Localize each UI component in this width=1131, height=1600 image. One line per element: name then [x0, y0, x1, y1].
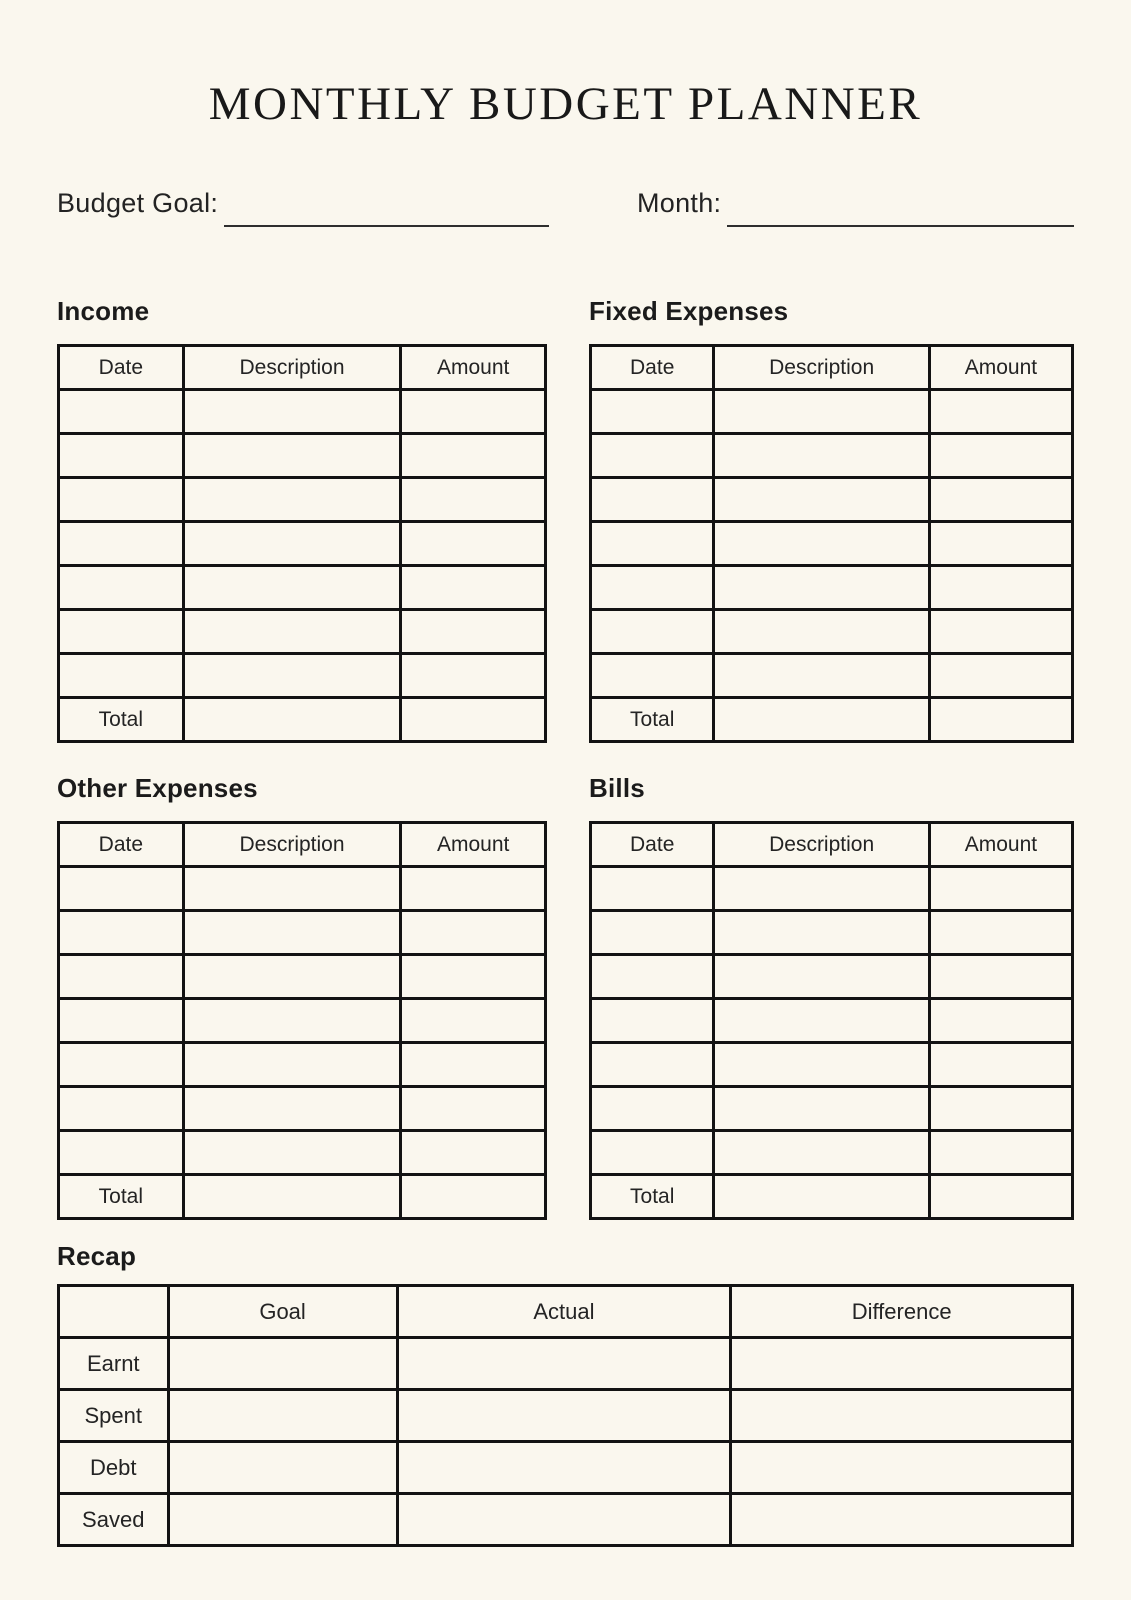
total-label: Total [591, 1175, 714, 1219]
table-cell [929, 999, 1072, 1043]
table-cell [401, 478, 546, 522]
table-cell [183, 478, 401, 522]
table-cell [59, 390, 184, 434]
table-row [59, 955, 546, 999]
table-row [591, 566, 1073, 610]
table-row [591, 1131, 1073, 1175]
table-cell [183, 867, 401, 911]
table-cell [929, 434, 1072, 478]
table-row [59, 1087, 546, 1131]
total-cell [929, 698, 1072, 742]
table-row [59, 1131, 546, 1175]
table-cell [591, 911, 714, 955]
table-cell [929, 911, 1072, 955]
month-underline [727, 225, 1074, 227]
recap-cell-goal [168, 1442, 397, 1494]
table-cell [714, 1043, 929, 1087]
table-cell [714, 1131, 929, 1175]
table-row [59, 999, 546, 1043]
total-cell [183, 698, 401, 742]
table-header-row [59, 823, 546, 867]
table-row [59, 867, 546, 911]
column-header-date: Date [591, 823, 714, 867]
table-cell [714, 522, 929, 566]
table-cell [591, 654, 714, 698]
table-row [59, 522, 546, 566]
budget-goal-label: Budget Goal: [57, 188, 219, 219]
recap-row-label: Debt [59, 1442, 169, 1494]
recap-cell-difference [731, 1338, 1073, 1390]
table-cell [714, 911, 929, 955]
recap-cell-actual [397, 1494, 731, 1546]
table-row [59, 390, 546, 434]
table-cell [183, 610, 401, 654]
total-row [59, 698, 546, 742]
column-header-description: Description [183, 346, 401, 390]
table-cell [591, 390, 714, 434]
table-cell [401, 1131, 546, 1175]
table-row [59, 434, 546, 478]
table-cell [59, 1043, 184, 1087]
column-header-amount: Amount [929, 823, 1072, 867]
table-row [59, 478, 546, 522]
recap-cell-actual [397, 1338, 731, 1390]
table-row [591, 911, 1073, 955]
fixed-expenses-heading: Fixed Expenses [589, 296, 789, 327]
table-row [59, 654, 546, 698]
recap-section [57, 1242, 1074, 1547]
total-cell [714, 698, 929, 742]
table-cell [401, 1087, 546, 1131]
table-cell [183, 1087, 401, 1131]
table-cell [59, 911, 184, 955]
table-cell [59, 610, 184, 654]
table-cell [929, 1131, 1072, 1175]
table-cell [929, 955, 1072, 999]
table-cell [183, 434, 401, 478]
table-cell [591, 999, 714, 1043]
table-row [591, 999, 1073, 1043]
table-row [59, 1043, 546, 1087]
table-cell [401, 434, 546, 478]
table-cell [929, 478, 1072, 522]
recap-corner-cell [59, 1286, 169, 1338]
recap-cell-difference [731, 1442, 1073, 1494]
table-cell [714, 999, 929, 1043]
recap-row-label: Saved [59, 1494, 169, 1546]
table-row [591, 955, 1073, 999]
recap-row-label: Earnt [59, 1338, 169, 1390]
recap-cell-goal [168, 1494, 397, 1546]
table-cell [591, 610, 714, 654]
page-title: MONTHLY BUDGET PLANNER [208, 78, 923, 130]
column-header-description: Description [183, 823, 401, 867]
table-cell [591, 867, 714, 911]
budget-goal-field [57, 186, 549, 221]
table-row [59, 566, 546, 610]
table-cell [714, 434, 929, 478]
column-header-description: Description [714, 823, 929, 867]
table-cell [714, 610, 929, 654]
table-header-row [591, 346, 1073, 390]
table-cell [59, 999, 184, 1043]
table-cell [183, 566, 401, 610]
table-cell [714, 390, 929, 434]
table-cell [929, 610, 1072, 654]
table-cell [183, 911, 401, 955]
total-row [591, 698, 1073, 742]
table-row [591, 478, 1073, 522]
header-fields-row [57, 186, 1074, 221]
income-section [57, 297, 547, 743]
table-cell [591, 434, 714, 478]
table-cell [59, 478, 184, 522]
table-row [59, 911, 546, 955]
recap-column-header-goal: Goal [168, 1286, 397, 1338]
recap-cell-difference [731, 1390, 1073, 1442]
total-cell [714, 1175, 929, 1219]
table-header-row [591, 823, 1073, 867]
fixed-expenses-section [589, 297, 1074, 743]
other-expenses-table [57, 821, 547, 1220]
recap-column-header-actual: Actual [397, 1286, 731, 1338]
table-cell [591, 566, 714, 610]
other-expenses-heading: Other Expenses [57, 773, 258, 804]
recap-row-label: Spent [59, 1390, 169, 1442]
bills-section [589, 774, 1074, 1220]
table-cell [401, 867, 546, 911]
table-cell [929, 654, 1072, 698]
income-table [57, 344, 547, 743]
table-cell [714, 478, 929, 522]
table-cell [929, 522, 1072, 566]
recap-row [59, 1494, 1073, 1546]
table-header-row [59, 346, 546, 390]
table-cell [59, 1131, 184, 1175]
table-cell [401, 610, 546, 654]
column-header-amount: Amount [401, 346, 546, 390]
table-row [591, 1043, 1073, 1087]
table-cell [929, 867, 1072, 911]
table-cell [929, 390, 1072, 434]
table-cell [591, 1043, 714, 1087]
table-cell [591, 955, 714, 999]
table-row [591, 522, 1073, 566]
bills-table [589, 821, 1074, 1220]
table-cell [59, 1087, 184, 1131]
table-cell [59, 867, 184, 911]
table-cell [183, 1131, 401, 1175]
table-cell [591, 478, 714, 522]
table-cell [59, 955, 184, 999]
table-cell [591, 1131, 714, 1175]
recap-row [59, 1390, 1073, 1442]
table-cell [401, 1043, 546, 1087]
table-cell [401, 390, 546, 434]
table-row [591, 654, 1073, 698]
bills-heading: Bills [589, 773, 645, 804]
recap-column-header-difference: Difference [731, 1286, 1073, 1338]
column-header-amount: Amount [401, 823, 546, 867]
total-row [591, 1175, 1073, 1219]
table-cell [183, 999, 401, 1043]
table-cell [714, 654, 929, 698]
table-cell [714, 566, 929, 610]
table-cell [401, 566, 546, 610]
table-cell [401, 911, 546, 955]
table-cell [183, 654, 401, 698]
column-header-date: Date [59, 823, 184, 867]
table-cell [714, 867, 929, 911]
recap-row [59, 1442, 1073, 1494]
table-cell [401, 955, 546, 999]
column-header-amount: Amount [929, 346, 1072, 390]
table-cell [59, 566, 184, 610]
recap-table [57, 1284, 1074, 1547]
total-label: Total [59, 1175, 184, 1219]
table-cell [929, 566, 1072, 610]
total-label: Total [591, 698, 714, 742]
total-cell [183, 1175, 401, 1219]
table-cell [929, 1043, 1072, 1087]
table-row [591, 390, 1073, 434]
recap-cell-actual [397, 1442, 731, 1494]
recap-heading: Recap [57, 1241, 137, 1272]
table-cell [183, 955, 401, 999]
other-expenses-section [57, 774, 547, 1220]
table-row [591, 610, 1073, 654]
table-cell [183, 390, 401, 434]
table-row [591, 1087, 1073, 1131]
total-cell [401, 698, 546, 742]
recap-row [59, 1338, 1073, 1390]
table-cell [714, 955, 929, 999]
recap-cell-difference [731, 1494, 1073, 1546]
recap-cell-goal [168, 1338, 397, 1390]
month-label: Month: [637, 188, 722, 219]
column-header-date: Date [591, 346, 714, 390]
table-cell [401, 999, 546, 1043]
table-cell [929, 1087, 1072, 1131]
recap-header-row [59, 1286, 1073, 1338]
table-cell [401, 522, 546, 566]
table-cell [59, 522, 184, 566]
table-cell [714, 1087, 929, 1131]
total-cell [401, 1175, 546, 1219]
recap-cell-actual [397, 1390, 731, 1442]
recap-cell-goal [168, 1390, 397, 1442]
table-cell [401, 654, 546, 698]
table-cell [183, 1043, 401, 1087]
ledger-tables-grid [57, 297, 1074, 1220]
total-row [59, 1175, 546, 1219]
table-cell [591, 522, 714, 566]
table-cell [59, 654, 184, 698]
table-cell [591, 1087, 714, 1131]
income-heading: Income [57, 296, 150, 327]
table-row [591, 867, 1073, 911]
fixed-expenses-table [589, 344, 1074, 743]
total-cell [929, 1175, 1072, 1219]
budget-goal-underline [224, 225, 549, 227]
column-header-description: Description [714, 346, 929, 390]
table-row [59, 610, 546, 654]
table-cell [183, 522, 401, 566]
total-label: Total [59, 698, 184, 742]
table-row [591, 434, 1073, 478]
month-field [637, 186, 1074, 221]
table-cell [59, 434, 184, 478]
column-header-date: Date [59, 346, 184, 390]
